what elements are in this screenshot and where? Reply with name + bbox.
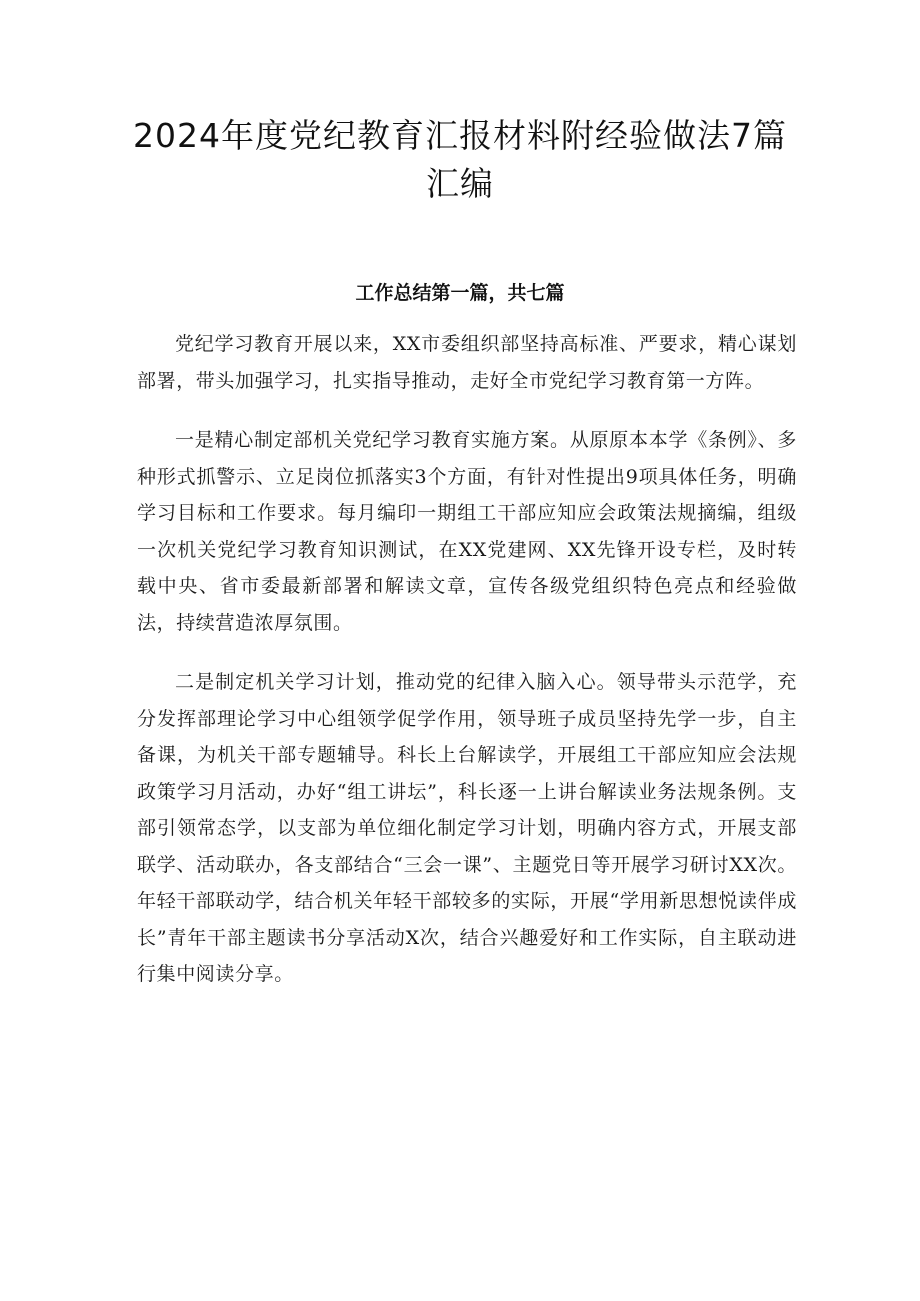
section-heading: 工作总结第一篇，共七篇 <box>355 282 565 304</box>
document-body <box>137 326 797 1016</box>
paragraph-point-one: 一是精心制定部机关党纪学习教育实施方案。从原原本本学《条例》、多种形式抓警示、立足岗位抓落实3个方面，有针对性提出9项具体任务，明确学习目标和工作要求。每月编印一期组工干部应知应会政策法规摘编，组级一次机关党纪学习教育知识测试，在XX党建网、XX先锋开设专栏，及时转载中央、省市委最新部署和解读文章，宣传各级党组织特色亮点和经验做法，持续营造浓厚氛围。 <box>137 429 797 634</box>
paragraph-intro: 党纪学习教育开展以来，XX市委组织部坚持高标准、严要求，精心谋划部署，带头加强学习，扎实指导推动，走好全市党纪学习教育第一方阵。 <box>137 333 797 392</box>
document-title: 2024年度党纪教育汇报材料附经验做法7篇汇编 <box>133 116 787 203</box>
paragraph-point-two: 二是制定机关学习计划，推动党的纪律入脑入心。领导带头示范学，充分发挥部理论学习中心组领学促学作用，领导班子成员坚持先学一步，自主备课，为机关干部专题辅导。科长上台解读学，开展组工干部应知应会法规政策学习月活动，办好“组工讲坛”，科长逐一上讲台解读业务法规条例。支部引领常态学，以支部为单位细化制定学习计划，明确内容方式，开展支部联学、活动联办，各支部结合“三会一课”、主题党日等开展学习研讨XX次。年轻干部联动学，结合机关年轻干部较多的实际，开展“学用新思想悦读伴成长”青年干部主题读书分享活动X次，结合兴趣爱好和工作实际，自主联动进行集中阅读分享。 <box>137 671 797 985</box>
